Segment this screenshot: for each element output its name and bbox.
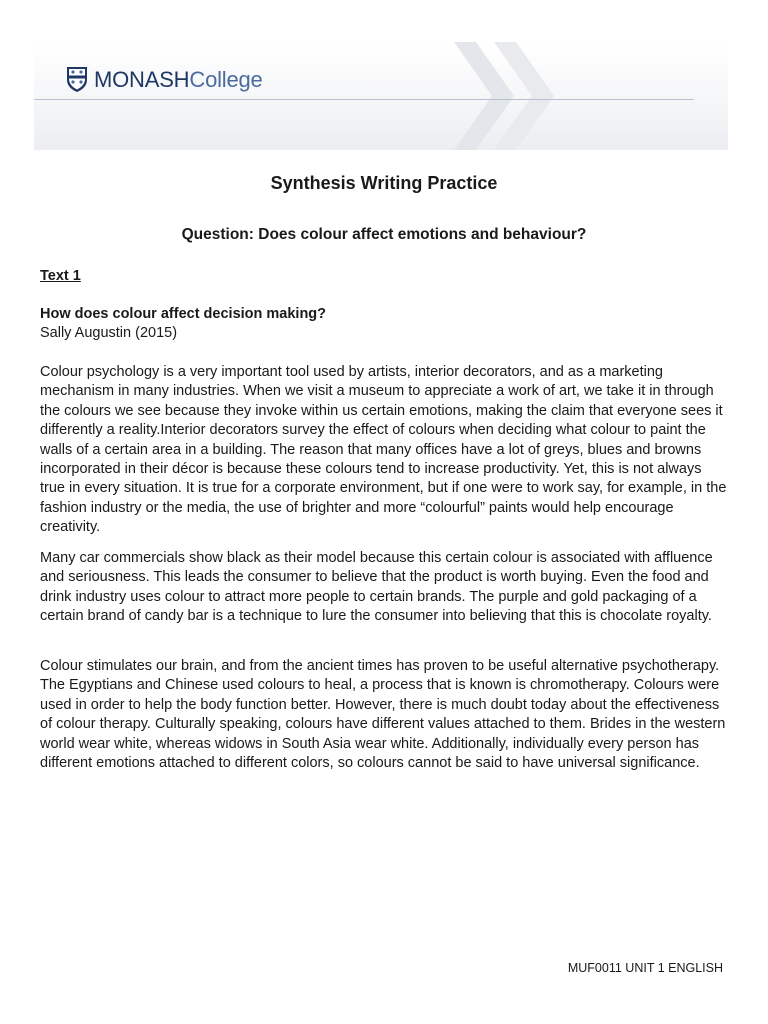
body-paragraph: Many car commercials show black as their model because this certain colour is associated with affluence and seriousness. This leads the consumer to believe that the product is worth buying. Even the food and drink industry uses colour to attract more people to certain brands. The purple and gold packaging of a certain brand of candy bar is a technique to lure the consumer into believing that this is chocolate royalty. [40, 550, 713, 625]
chevron-decoration-icon [494, 42, 554, 150]
body-paragraph: Colour psychology is a very important tool used by artists, interior decorators, and as a marketing mechanism in many industries. When we visit a museum to appreciate a work of art, we take it in through the colours we see because they invoke within us certain emotions, making the claim that everyone sees it differently a reality.Interior decorators survey the effect of colours when deciding what colour to paint the walls of a certain area in a building. The reason that many offices have a lot of greys, blues and browns incorporated in their décor is because these colours tend to increase productivity. Yet, this is not always true in every situation. It is true for a corporate environment, but if one were to work say, for example, in the fashion industry or the media, the use of brighter and more “colourful” paints would help encourage creativity. [40, 364, 727, 536]
logo-wordmark [94, 66, 263, 92]
shield-crest-icon [66, 66, 88, 93]
page-footer: MUF0011 UNIT 1 ENGLISH [567, 961, 723, 975]
article-author: Sally Augustin (2015) [40, 325, 178, 341]
question-heading: Question: Does colour affect emotions and behaviour? [181, 226, 587, 243]
logo-monash-text: MONASH [94, 66, 190, 92]
section-label: Text 1 [40, 268, 81, 284]
body-paragraph: Colour stimulates our brain, and from the ancient times has proven to be useful alternative psychotherapy. The Egyptians and Chinese used colours to heal, a process that is known is chromotherapy. Colours were used in order to help the body function better. However, there is much doubt today about the effectiveness of colour therapy. Culturally speaking, colours have different values attached to them. Brides in the western world wear white, whereas widows in South Asia wear white. Additionally, individually every person has different emotions attached to different colors, so colours cannot be said to have universal significance. [40, 658, 726, 772]
page-title: Synthesis Writing Practice [270, 173, 498, 193]
header-divider [34, 99, 694, 100]
monash-college-logo [66, 66, 263, 93]
logo-college-text: College [189, 66, 263, 92]
article-title: How does colour affect decision making? [40, 306, 327, 322]
page-header-band [34, 42, 728, 150]
